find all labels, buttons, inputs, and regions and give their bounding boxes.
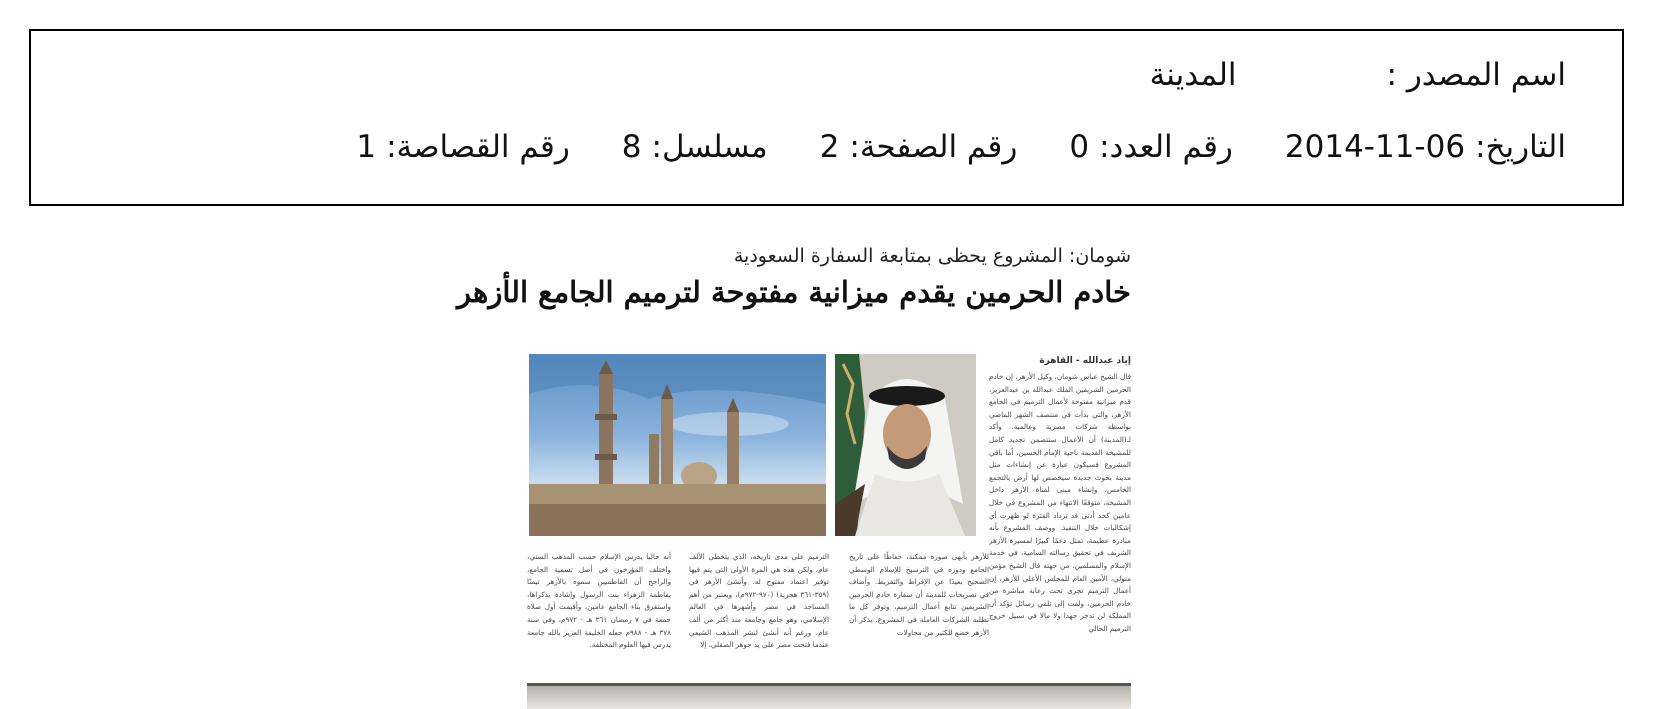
issue-value: 0 [1069,129,1090,165]
article-byline: إياد عبدالله - القاهرة [1039,356,1131,366]
portrait-illustration [835,354,976,536]
metadata-box [29,29,1624,206]
clipping-value: 1 [356,129,377,165]
king-portrait-photo [835,354,976,536]
date-label: التاريخ: [1475,129,1566,165]
source-label: اسم المصدر : [1386,57,1566,93]
date-item [1285,129,1566,165]
clipping-item [356,129,569,165]
clipping-label: رقم القصاصة: [386,129,570,165]
details-row [304,129,1566,165]
newspaper-clipping [457,245,1131,706]
source-value: المدينة [1149,57,1237,93]
serial-label: مسلسل: [651,129,768,165]
issue-item [1069,129,1233,165]
article-column-3: الترميم على مدى تاريخه، الذي يتخطى الألف عام، ولكن هذه هي المرة الأولى التي يتم فيها توفير اعتماد مفتوح له. وأنشئ الأزهر في (٣٥٩-٣٦١ هجرية) (٩٧٠-٩٧٢م)، ويعتبر من أهم المساجد في مصر وأشهرها في العالم الإسلامي، وهو جامع وجامعة منذ أكثر من ألف عام، ورغم أنه أنشئ لنشر المذهب الشيعي عندما فتحت مصر على يد جوهر الصقلي، إلا [689,552,829,650]
page-item [820,129,1018,165]
article-kicker: شومان: المشروع يحظى بمتابعة السفارة السعودية [733,245,1131,267]
serial-item [622,129,768,165]
page-value: 2 [819,129,840,165]
issue-label: رقم العدد: [1099,129,1233,165]
date-value: 2014-11-06 [1284,129,1466,165]
article-headline: خادم الحرمين يقدم ميزانية مفتوحة لترميم الجامع الأزهر [457,275,1131,309]
source-item [1150,57,1566,93]
next-article-strip [527,683,1131,709]
al-azhar-mosque-photo [529,354,826,536]
article-column-2: للأزهر بأبهى صورة ممكنة، حفاظًا على تاريخ الجامع ودوره في الترسيخ للإسلام الوسطي الصحيح بعيدًا عن الإفراط والتفريط. وأضاف في تصريحات للمدينة أن سفارة خادم الحرمين الشريفين تتابع أعمال الترميم، وتوفر كل ما تطلبه الشركات العاملة في المشروع. يذكر أن الأزهر خضع للكثير من محاولات [849,552,989,637]
source-row [1150,57,1566,93]
serial-value: 8 [621,129,642,165]
article-column-1: قال الشيخ عباس شومان، وكيل الأزهر، إن خادم الحرمين الشريفين الملك عبدالله بن عبدالعزيز، قدم ميزانية مفتوحة لأعمال الترميم في الجامع الأزهر، والتي بدأت في منتصف الشهر الماضي بواسطة شركات مصرية وعالمية. وأكد لـ(المدينة) أن الأعمال ستتضمن تجديد كامل للمشيخة القديمة ناحية الإمام الحسين، أما باقي المشروع فسيكون عبارة عن إنشاءات مثل مدينة بحوث جديدة سيخصص لها أرض بالتجمع الخامس، وإنشاء مبنى لقناة الأزهر داخل المشيخة، متوقعًا الانتهاء من المشروع في خلال عامين كحد أدنى قد تزداد الفترة لو ظهرت أي إشكاليات خلال التنفيذ. ووصف المشروع بأنه مبادرة عظيمة، تمثل دعمًا كبيرًا لمسيرة الأزهر الشريف في تحقيق رسالته السامية، في خدمة الإسلام والمسلمين. من جهته قال الشيخ مؤمن متولي، الأمين العام للمجلس الأعلى للأزهر، إن أعمال الترميم تجرى تحت رعاية مباشرة من خادم الحرمين، ولفت إلى تلقي رسائل تؤكد أن المملكة لن تدخر جهدا ولا مالا في سبيل خروج الترميم الحالي [989,372,1131,633]
mosque-illustration [529,354,826,536]
article-column-4: أنه حاليا يدرس الإسلام حسب المذهب السني، واختلف المؤرخون في أصل تسمية الجامع، والراجح أن الفاطميين سموه بالأزهر تيمنًا بفاطمة الزهراء بنت الرسول وإشادة بذكراها، واستغرق بناء الجامع عامين، وأقيمت أول صلاة جمعة في ٧ رمضان ٣٦١ هـ - ٩٧٢م، وفي سنة ٣٧٨ هـ - ٩٨٨م جعله الخليفة العزيز بالله جامعة يدرس فيها العلوم المختلفة. [527,552,671,650]
page-label: رقم الصفحة: [849,129,1018,165]
